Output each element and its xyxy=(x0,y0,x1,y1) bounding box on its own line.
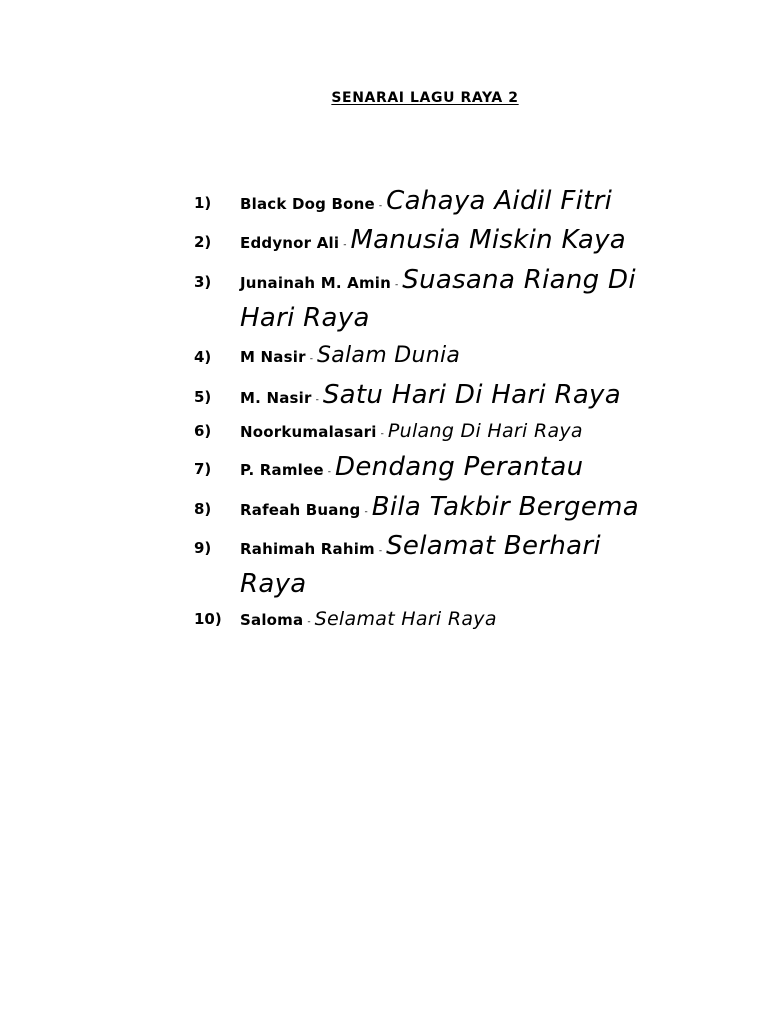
separator: - xyxy=(309,354,313,364)
list-item-number: 10) xyxy=(194,610,222,628)
artist-name: P. Ramlee xyxy=(240,461,324,479)
song-title: Manusia Miskin Kaya xyxy=(350,225,627,255)
separator: - xyxy=(395,280,399,290)
song-title-continuation: Hari Raya xyxy=(240,303,370,333)
artist-name: Noorkumalasari xyxy=(240,423,377,441)
artist-name: Eddynor Ali xyxy=(240,234,340,252)
separator: - xyxy=(343,240,347,250)
song-title: Salam Dunia xyxy=(316,343,461,368)
list-item-number: 3) xyxy=(194,273,212,291)
list-item-number: 4) xyxy=(194,348,212,366)
list-item-number: 1) xyxy=(194,194,212,212)
song-title: Dendang Perantau xyxy=(335,452,584,482)
separator: - xyxy=(378,201,383,211)
separator: - xyxy=(307,617,311,627)
song-title: Pulang Di Hari Raya xyxy=(387,420,583,442)
song-title: Selamat Berhari xyxy=(386,531,601,561)
separator: - xyxy=(327,467,332,477)
separator: - xyxy=(364,507,368,517)
artist-name: Rafeah Buang xyxy=(240,501,361,519)
song-title: Cahaya Aidil Fitri xyxy=(386,186,613,216)
list-item-number: 9) xyxy=(194,539,212,557)
separator: - xyxy=(380,429,384,439)
song-title: Suasana Riang Di xyxy=(402,265,636,295)
song-title: Bila Takbir Bergema xyxy=(371,492,639,522)
song-title: Satu Hari Di Hari Raya xyxy=(322,380,621,410)
artist-name: M Nasir xyxy=(240,348,306,366)
list-item-number: 8) xyxy=(194,500,212,518)
artist-name: M. Nasir xyxy=(240,389,312,407)
artist-name: Black Dog Bone xyxy=(240,195,375,213)
list-item-number: 5) xyxy=(194,388,212,406)
page-title: SENARAI LAGU RAYA 2 xyxy=(331,90,519,106)
list-item-number: 7) xyxy=(194,460,212,478)
separator: - xyxy=(378,546,383,556)
artist-name: Rahimah Rahim xyxy=(240,540,375,558)
artist-name: Junainah M. Amin xyxy=(240,274,392,292)
song-title-continuation: Raya xyxy=(240,569,307,599)
list-item-number: 2) xyxy=(194,233,212,251)
song-title: Selamat Hari Raya xyxy=(314,608,497,630)
list-item-number: 6) xyxy=(194,422,212,440)
artist-name: Saloma xyxy=(240,611,304,629)
separator: - xyxy=(315,395,319,405)
